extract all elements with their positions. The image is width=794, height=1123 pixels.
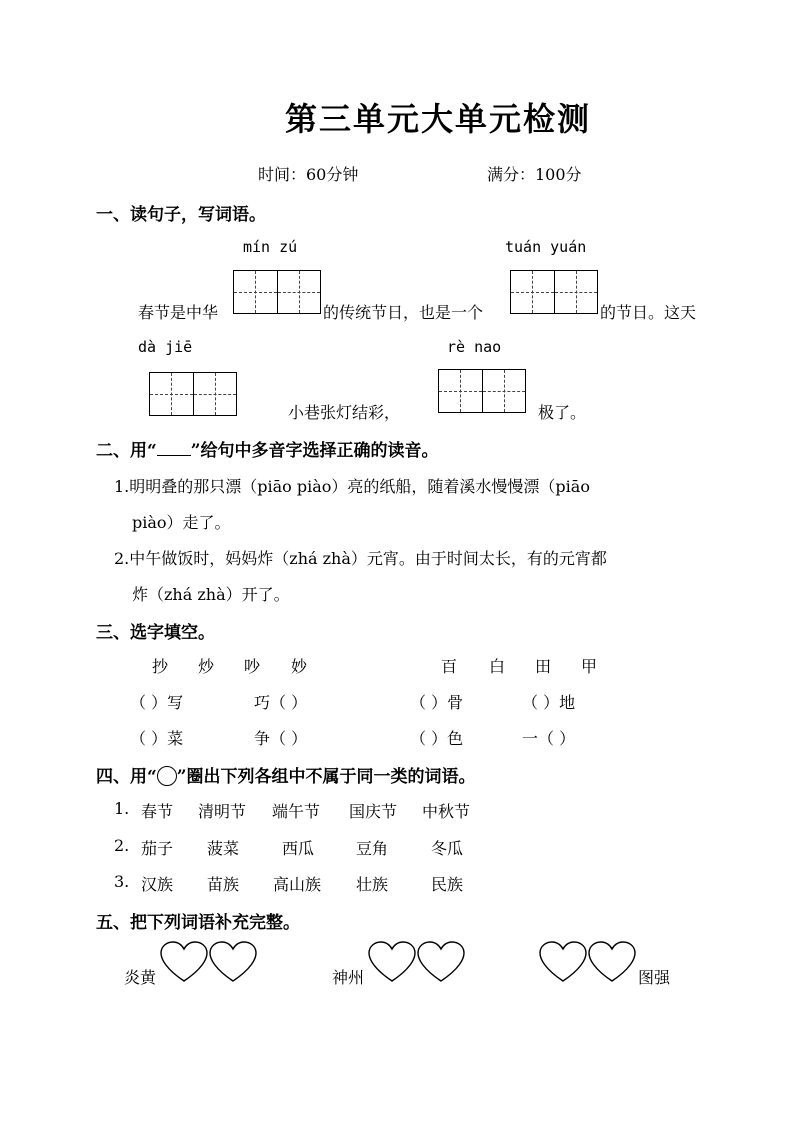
char-option: 炒 [198,657,215,676]
char-option: 抄 [152,657,169,676]
word-option[interactable]: 茄子 [141,839,174,858]
word-option[interactable]: 清明节 [198,802,247,821]
row-number: 1. [114,799,130,818]
section-1-heading: 一、读句子，写词语。 [96,205,266,225]
section-4-heading-b: ”圈出下列各组中不属于同一类的词语。 [176,767,476,787]
idiom-part-2: 神州 [332,968,365,987]
word-option[interactable]: 苗族 [207,875,240,894]
pinyin-renao: rè nao [447,338,502,356]
section-4-heading-a: 四、用“ [96,767,157,787]
fill-blank[interactable]: 争（ ） [254,729,308,748]
idiom-part-3: 图强 [638,968,671,987]
q2-2-line1: 2.中午做饭时，妈妈炸（zhá zhà）元宵。由于时间太长，有的元宵都 [114,549,607,568]
pinyin-minzu: mín zú [243,238,298,256]
answer-box-renao[interactable] [438,369,526,413]
word-option[interactable]: 民族 [431,875,464,894]
char-option: 吵 [244,657,261,676]
full-score: 满分：100分 [487,165,582,184]
word-option[interactable]: 壮族 [356,875,389,894]
word-option[interactable]: 菠菜 [207,839,240,858]
sentence-part-3: 的节日。这天 [600,303,697,322]
section-2-heading-a: 二、用“ [96,441,157,461]
section-4-heading [96,762,476,787]
heart-icon [369,942,415,981]
word-option[interactable]: 豆角 [356,839,389,858]
word-option[interactable]: 汉族 [141,875,174,894]
underline-mark [157,441,191,456]
heart-icon [418,942,464,981]
heart-blank-pair-3[interactable] [539,941,637,985]
heart-icon [540,942,586,981]
section-2-heading [96,436,439,461]
section-5-heading: 五、把下列词语补充完整。 [96,913,300,933]
char-option: 白 [489,657,506,676]
section-2-heading-b: ”给句中多音字选择正确的读音。 [190,441,439,461]
word-option[interactable]: 春节 [141,802,174,821]
q2-1-line1: 1.明明叠的那只漂（piāo piào）亮的纸船，随着溪水慢慢漂（piāo [114,477,590,496]
heart-icon [589,942,635,981]
pinyin-tuanyuan: tuán yuán [505,238,587,256]
word-option[interactable]: 冬瓜 [431,839,464,858]
word-option[interactable]: 西瓜 [282,839,315,858]
answer-box-tuanyuan[interactable] [510,270,598,314]
fill-blank[interactable]: （ ）色 [410,729,464,748]
heart-blank-pair-2[interactable] [368,941,466,985]
q2-1-line2: piào）走了。 [132,513,231,532]
fill-blank[interactable]: （ ）地 [522,693,576,712]
fill-blank[interactable]: 巧（ ） [254,693,308,712]
word-option[interactable]: 高山族 [273,875,322,894]
page-title: 第三单元大单元检测 [285,100,592,138]
heart-icon [161,942,207,981]
fill-blank[interactable]: （ ）写 [130,693,184,712]
char-option: 甲 [581,657,598,676]
fill-blank[interactable]: 一（ ） [522,729,576,748]
sentence-part-2: 的传统节日，也是一个 [323,303,484,322]
heart-blank-pair-1[interactable] [160,941,258,985]
q2-2-line2: 炸（zhá zhà）开了。 [132,585,290,604]
time-limit: 时间：60分钟 [258,165,359,184]
word-option[interactable]: 国庆节 [349,802,398,821]
pinyin-dajie: dà jiē [138,338,193,356]
answer-box-minzu[interactable] [233,270,321,314]
sentence-part-5: 极了。 [538,403,587,422]
idiom-part-1: 炎黄 [124,968,157,987]
sentence-part-1: 春节是中华 [138,303,219,322]
char-option: 田 [535,657,552,676]
word-option[interactable]: 中秋节 [422,802,471,821]
heart-icon [210,942,256,981]
sentence-part-4: 小巷张灯结彩， [288,403,401,422]
fill-blank[interactable]: （ ）菜 [130,729,184,748]
answer-box-dajie[interactable] [149,372,237,416]
row-number: 3. [114,872,130,891]
section-3-heading: 三、选字填空。 [96,623,215,643]
char-option: 百 [441,657,458,676]
fill-blank[interactable]: （ ）骨 [410,693,464,712]
char-option: 妙 [291,657,308,676]
circle-icon [157,766,177,786]
row-number: 2. [114,836,130,855]
word-option[interactable]: 端午节 [272,802,321,821]
